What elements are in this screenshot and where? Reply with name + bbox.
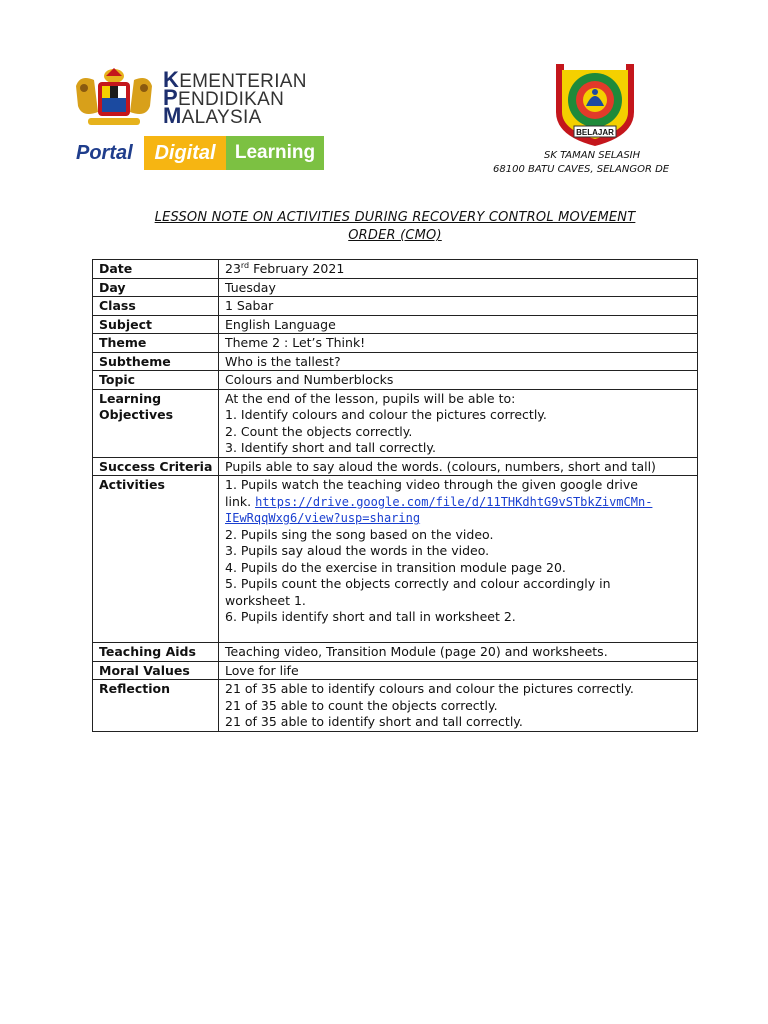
digital-word: Digital xyxy=(144,136,226,170)
success-criteria-value: Pupils able to say aloud the words. (colours, numbers, short and tall) xyxy=(219,457,698,476)
list-item: 3. Pupils say aloud the words in the video. xyxy=(225,543,490,558)
list-item: 21 of 35 able to count the objects correctly. xyxy=(225,697,498,713)
blank-line xyxy=(225,626,691,643)
teaching-aids-value: Teaching video, Transition Module (page 20) and worksheets. xyxy=(219,643,698,662)
row-label: Theme xyxy=(93,334,219,353)
school-address: 68100 BATU CAVES, SELANGOR DE xyxy=(493,164,670,175)
table-row-subject xyxy=(93,315,698,334)
list-item: 3. Identify short and tall correctly. xyxy=(225,440,436,455)
activities-value xyxy=(219,476,698,643)
list-item xyxy=(225,510,691,527)
table-row-reflection xyxy=(93,680,698,732)
school-emblem-logo xyxy=(548,56,642,148)
learning-word: Learning xyxy=(226,136,324,170)
theme-value: Theme 2 : Let’s Think! xyxy=(219,334,698,353)
table-row-moral-values xyxy=(93,661,698,680)
table-row-teaching-aids xyxy=(93,643,698,662)
list-item: 21 of 35 able to identify colours and colour the pictures correctly. xyxy=(225,681,634,696)
list-item: 5. Pupils count the objects correctly and colour accordingly in xyxy=(225,576,611,591)
document-title-line-1: LESSON NOTE ON ACTIVITIES DURING RECOVERY CONTROL MOVEMENT xyxy=(154,210,636,225)
row-label: Moral Values xyxy=(93,661,219,680)
google-drive-link[interactable]: https://drive.google.com/file/d/11THKdhtG9vSTbkZivmCMn- xyxy=(255,494,653,509)
reflection-value xyxy=(219,680,698,732)
table-row-objectives xyxy=(93,389,698,457)
google-drive-link-continued[interactable]: IEwRqqWxg6/view?usp=sharing xyxy=(225,511,421,525)
row-label: Subtheme xyxy=(93,352,219,371)
row-label: Success Criteria xyxy=(93,457,219,476)
objectives-value xyxy=(219,389,698,457)
list-item: 4. Pupils do the exercise in transition module page 20. xyxy=(225,559,566,575)
table-row-theme xyxy=(93,334,698,353)
row-label: Class xyxy=(93,297,219,316)
list-item: 6. Pupils identify short and tall in worksheet 2. xyxy=(225,609,516,624)
row-label: Teaching Aids xyxy=(93,643,219,662)
table-row-success-criteria xyxy=(93,457,698,476)
list-item: 2. Pupils sing the song based on the video. xyxy=(225,526,494,542)
table-row-date xyxy=(93,260,698,279)
table-row-class xyxy=(93,297,698,316)
ministry-name-line-1: KEMENTERIAN xyxy=(163,67,307,92)
table-row-activities xyxy=(93,476,698,643)
date-value: 23rd February 2021 xyxy=(219,260,698,279)
list-item: At the end of the lesson, pupils will be able to: xyxy=(225,390,516,406)
topic-value: Colours and Numberblocks xyxy=(219,371,698,390)
subject-value: English Language xyxy=(219,315,698,334)
table-row-topic xyxy=(93,371,698,390)
table-row-day xyxy=(93,278,698,297)
list-item: 1. Identify colours and colour the pictures correctly. xyxy=(225,407,547,422)
portal-word: Portal xyxy=(72,136,144,170)
row-label: Topic xyxy=(93,371,219,390)
row-label: Date xyxy=(93,260,219,279)
row-label: Activities xyxy=(93,476,219,643)
list-item: 1. Pupils watch the teaching video through the given google drive xyxy=(225,477,638,492)
row-label: Learning Objectives xyxy=(93,389,219,457)
day-value: Tuesday xyxy=(219,278,698,297)
table-row-subtheme xyxy=(93,352,698,371)
list-item: worksheet 1. xyxy=(225,592,306,608)
moral-values-value: Love for life xyxy=(219,661,698,680)
list-item: 2. Count the objects correctly. xyxy=(225,423,413,439)
list-item: link. https://drive.google.com/file/d/11THKdhtG9vSTbkZivmCMn- xyxy=(225,493,653,509)
school-name: SK TAMAN SELASIH xyxy=(544,150,641,161)
ministry-name-line-3: MALAYSIA xyxy=(163,103,262,128)
portal-digital-learning-banner xyxy=(72,136,324,170)
lesson-note-table xyxy=(92,259,698,732)
ministry-crest-logo xyxy=(70,66,158,132)
list-item: 21 of 35 able to identify short and tall correctly. xyxy=(225,714,523,729)
row-label: Subject xyxy=(93,315,219,334)
ministry-name-line-2: PENDIDIKAN xyxy=(163,85,285,110)
row-label: Day xyxy=(93,278,219,297)
row-label: Reflection xyxy=(93,680,219,732)
school-logo-text: BELAJAR xyxy=(576,128,614,137)
subtheme-value: Who is the tallest? xyxy=(219,352,698,371)
document-title-line-2: ORDER (CMO) xyxy=(348,228,442,243)
class-value: 1 Sabar xyxy=(219,297,698,316)
